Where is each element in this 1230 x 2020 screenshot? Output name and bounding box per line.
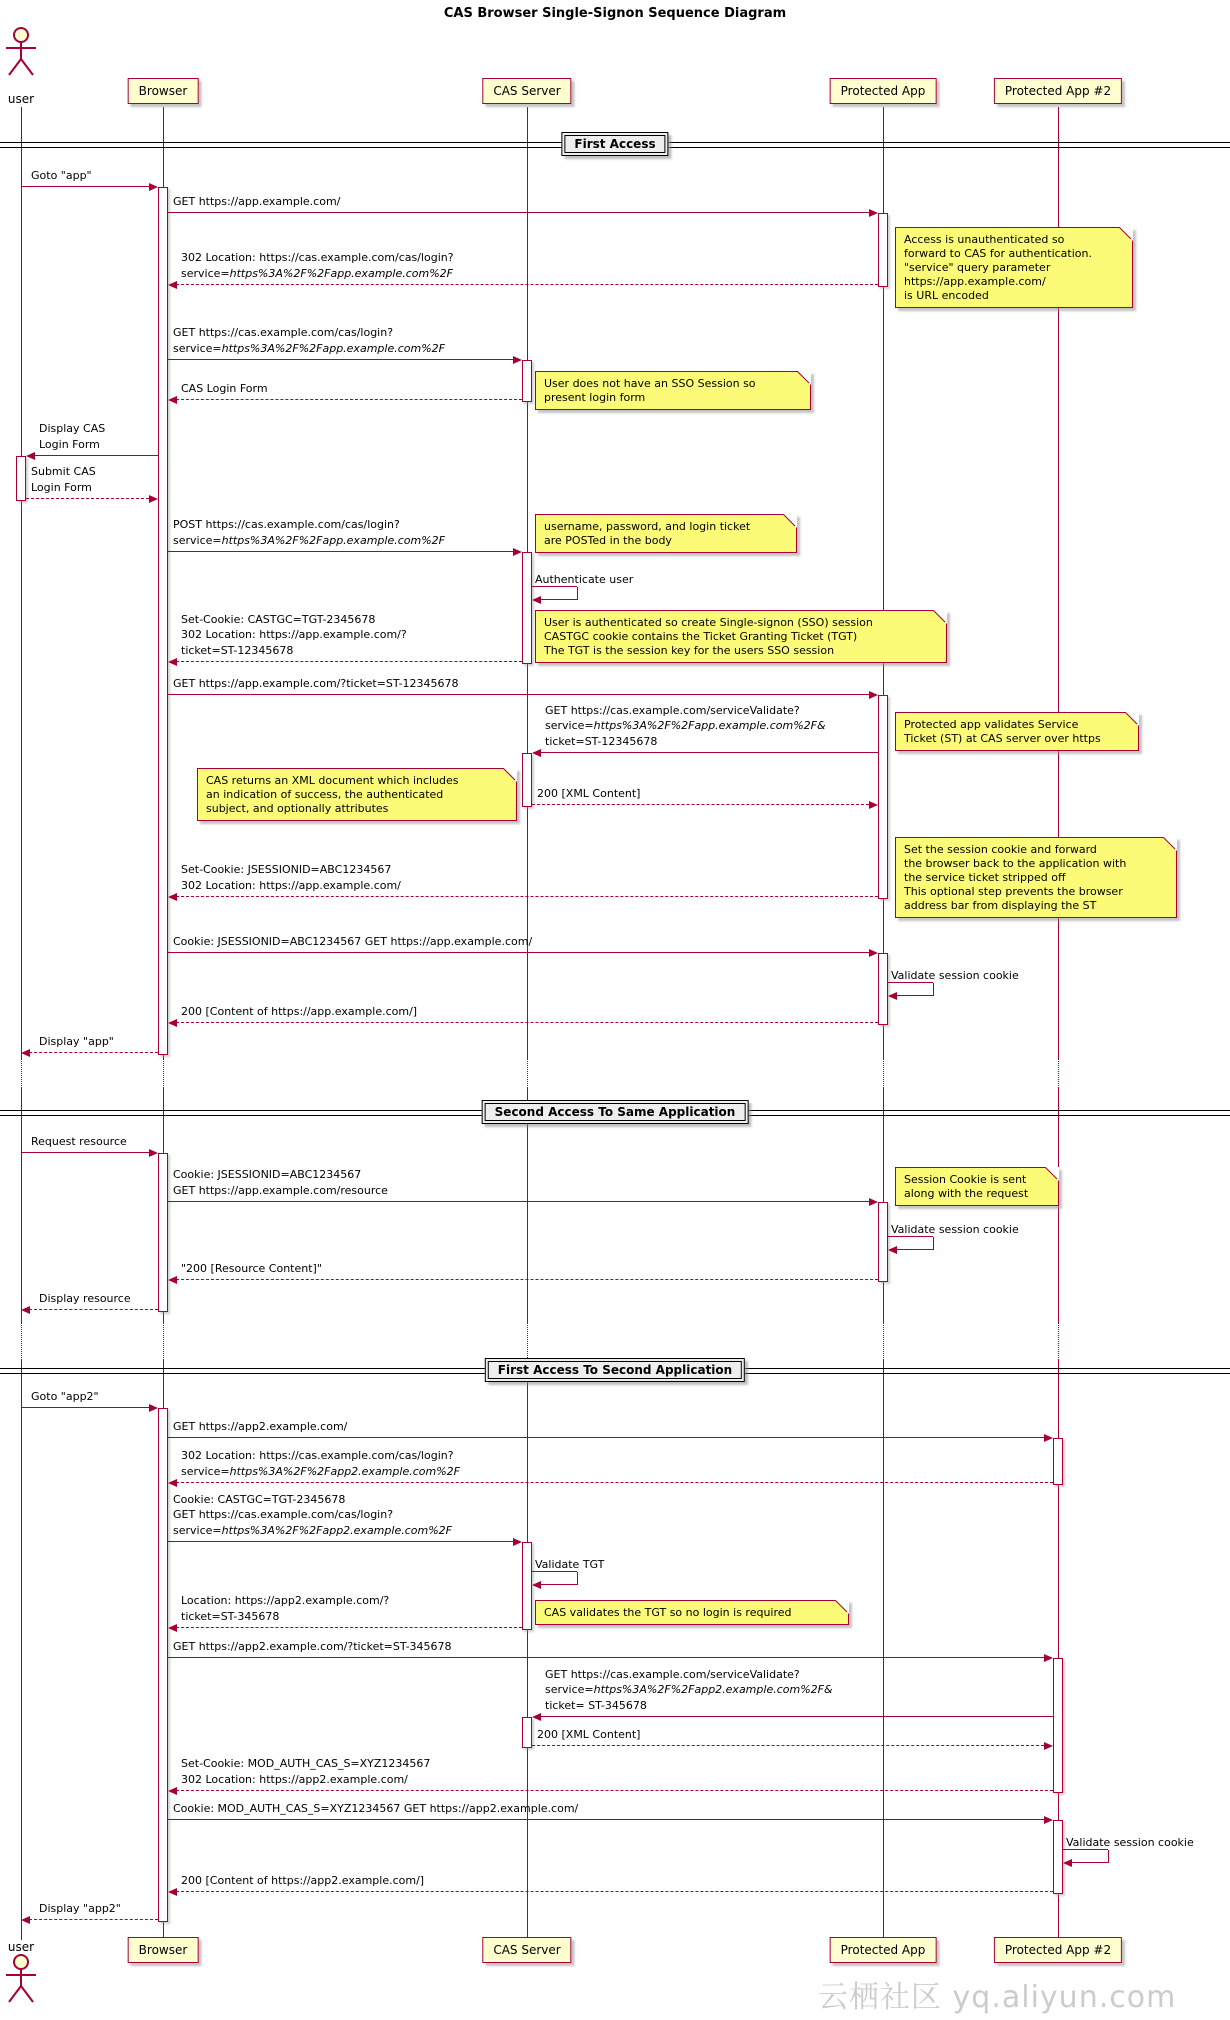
- message-line: [168, 551, 513, 552]
- message-label: Request resource: [31, 1134, 127, 1148]
- message-line: [29, 1919, 158, 1920]
- message-line: [176, 284, 878, 285]
- lifeline-cas: [527, 1322, 528, 1360]
- note: Access is unauthenticated so forward to CAS for authentication. "service" query parameter https://app.example.com/ is URL encoded: [895, 227, 1133, 308]
- note-fold-icon: [835, 1600, 849, 1618]
- message-line: [29, 1309, 158, 1310]
- message-label: Goto "app2": [31, 1389, 99, 1403]
- user-actor-icon: [2, 27, 40, 83]
- arrowhead: [532, 1713, 541, 1721]
- note: User does not have an SSO Session so present login form: [535, 371, 811, 410]
- lifeline-browser: [163, 1058, 164, 1088]
- message-label: Cookie: MOD_AUTH_CAS_S=XYZ1234567 GET https://app2.example.com/: [173, 1801, 579, 1815]
- activation-bar: [522, 360, 532, 402]
- message-label: Display "app2": [39, 1901, 121, 1915]
- arrowhead: [869, 209, 878, 217]
- lifeline-browser: [163, 1322, 164, 1360]
- note: CAS returns an XML document which includes an indication of success, the authenticated subject, and optionally attributes: [197, 768, 517, 821]
- activation-bar: [522, 1542, 532, 1630]
- message-label: Cookie: JSESSIONID=ABC1234567 GET https://app.example.com/: [173, 934, 533, 948]
- divider-label: First Access To Second Application: [485, 1358, 745, 1382]
- activation-bar: [522, 753, 532, 807]
- message-label: Authenticate user: [535, 573, 634, 586]
- arrowhead: [168, 281, 177, 289]
- note-fold-icon: [1125, 712, 1139, 730]
- participant-cas: CAS Server: [482, 78, 571, 104]
- participant-label-user: user: [7, 92, 35, 106]
- lifeline-cas: [527, 1360, 528, 1937]
- participant-pa2: Protected App #2: [994, 1937, 1122, 1963]
- message-label: CAS Login Form: [181, 381, 268, 395]
- divider-label: Second Access To Same Application: [482, 1100, 749, 1124]
- self-message-line: [541, 599, 577, 600]
- message-label: GET https://cas.example.com/serviceValidate? service=https%3A%2F%2Fapp2.example.com%2F& ticket= ST-345678: [545, 1667, 833, 1712]
- message-label: GET https://app2.example.com/?ticket=ST-345678: [173, 1639, 452, 1653]
- activation-bar: [158, 1153, 168, 1312]
- user-actor-icon: [2, 1954, 40, 2010]
- message-line: [168, 212, 869, 213]
- arrowhead: [168, 658, 177, 666]
- activation-bar: [1053, 1820, 1063, 1894]
- message-label: Display CAS Login Form: [39, 422, 106, 451]
- message-label: Cookie: JSESSIONID=ABC1234567 GET https://app.example.com/resource: [173, 1168, 388, 1197]
- message-line: [532, 804, 869, 805]
- self-message-line: [1072, 1862, 1108, 1863]
- message-label: GET https://app2.example.com/: [173, 1419, 348, 1433]
- message-line: [176, 1022, 878, 1023]
- message-label: Display "app": [39, 1034, 114, 1048]
- message-line: [176, 661, 522, 662]
- message-label: Set-Cookie: CASTGC=TGT-2345678 302 Location: https://app.example.com/? ticket=ST-12345678: [181, 612, 407, 657]
- message-line: [26, 498, 149, 499]
- message-line: [29, 1052, 158, 1053]
- message-label: GET https://cas.example.com/serviceValidate? service=https%3A%2F%2Fapp.example.com%2F& ticket=ST-12345678: [545, 703, 826, 748]
- message-label: 200 [Content of https://app.example.com/]: [181, 1004, 418, 1018]
- arrowhead: [888, 992, 897, 1000]
- note-fold-icon: [783, 514, 797, 532]
- arrowhead: [168, 1888, 177, 1896]
- message-line: [168, 1541, 513, 1542]
- participant-pa: Protected App: [830, 78, 937, 104]
- message-line: [168, 1437, 1044, 1438]
- note-fold-icon: [1119, 227, 1133, 245]
- note-fold-icon: [1163, 837, 1177, 855]
- arrowhead: [532, 749, 541, 757]
- arrowhead: [149, 1404, 158, 1412]
- arrowhead: [168, 396, 177, 404]
- message-line: [540, 752, 878, 753]
- self-message-line: [933, 983, 934, 996]
- note-fold-icon: [933, 610, 947, 628]
- participant-pa2: Protected App #2: [994, 78, 1122, 104]
- message-label: Display resource: [39, 1291, 131, 1305]
- activation-bar: [878, 213, 888, 287]
- arrowhead: [1063, 1859, 1072, 1867]
- note-fold-icon: [797, 371, 811, 389]
- message-label: Validate TGT: [535, 1558, 605, 1571]
- message-label: "200 [Resource Content]": [181, 1261, 322, 1275]
- message-line: [176, 399, 522, 400]
- message-line: [176, 1891, 1053, 1892]
- lifeline-cas: [527, 1058, 528, 1088]
- self-message-line: [577, 1572, 578, 1585]
- message-line: [176, 1627, 522, 1628]
- activation-bar: [522, 1717, 532, 1748]
- diagram-title: CAS Browser Single-Signon Sequence Diagram: [443, 6, 787, 21]
- arrowhead: [168, 1276, 177, 1284]
- note: username, password, and login ticket are POSTed in the body: [535, 514, 797, 553]
- message-line: [21, 1407, 149, 1408]
- lifeline-pa2: [1058, 1322, 1059, 1360]
- message-line: [176, 1790, 1053, 1791]
- note: User is authenticated so create Single-signon (SSO) session CASTGC cookie contains the Ticket Granting Ticket (TGT) The TGT is the session key for the users SSO session: [535, 610, 947, 663]
- arrowhead: [888, 1246, 897, 1254]
- message-line: [176, 1279, 878, 1280]
- self-message-line: [897, 995, 933, 996]
- message-line: [168, 952, 869, 953]
- lifeline-user: [21, 1360, 22, 1940]
- activation-bar: [158, 187, 168, 1055]
- message-line: [168, 694, 869, 695]
- activation-bar: [878, 1202, 888, 1282]
- message-line: [176, 896, 878, 897]
- message-label: POST https://cas.example.com/cas/login? service=https%3A%2F%2Fapp.example.com%2F: [173, 518, 445, 547]
- note-fold-icon: [503, 768, 517, 786]
- message-line: [34, 455, 158, 456]
- message-line: [532, 1745, 1044, 1746]
- arrowhead: [168, 893, 177, 901]
- arrowhead: [1044, 1434, 1053, 1442]
- arrowhead: [21, 1916, 30, 1924]
- lifeline-user: [21, 1058, 22, 1088]
- arrowhead: [149, 1149, 158, 1157]
- activation-bar: [1053, 1658, 1063, 1793]
- message-line: [168, 1201, 869, 1202]
- self-message-line: [1108, 1850, 1109, 1863]
- arrowhead: [513, 548, 522, 556]
- participant-label-user: user: [7, 1940, 35, 1954]
- arrowhead: [1044, 1654, 1053, 1662]
- arrowhead: [149, 183, 158, 191]
- participant-browser: Browser: [128, 1937, 199, 1963]
- arrowhead: [21, 1049, 30, 1057]
- note: Protected app validates Service Ticket (ST) at CAS server over https: [895, 712, 1139, 751]
- participant-browser: Browser: [128, 78, 199, 104]
- activation-bar: [1053, 1438, 1063, 1485]
- activation-bar: [522, 552, 532, 664]
- message-label: Submit CAS Login Form: [31, 465, 96, 494]
- activation-bar: [878, 695, 888, 899]
- message-line: [21, 186, 149, 187]
- message-label: Validate session cookie: [891, 969, 1019, 982]
- message-label: Validate session cookie: [1066, 1836, 1194, 1849]
- message-label: Cookie: CASTGC=TGT-2345678 GET https://cas.example.com/cas/login? service=https%3A%2F%2Fapp2.example.com%2F: [173, 1492, 452, 1537]
- watermark: 云栖社区 yq.aliyun.com: [818, 1980, 1177, 2015]
- message-line: [21, 1152, 149, 1153]
- message-line: [168, 1657, 1044, 1658]
- arrowhead: [168, 1019, 177, 1027]
- note-fold-icon: [1045, 1167, 1059, 1185]
- message-line: [176, 1482, 1053, 1483]
- arrowhead: [168, 1787, 177, 1795]
- arrowhead: [168, 1624, 177, 1632]
- arrowhead: [869, 801, 878, 809]
- note: CAS validates the TGT so no login is required: [535, 1600, 849, 1625]
- arrowhead: [869, 949, 878, 957]
- lifeline-user: [21, 1322, 22, 1360]
- message-line: [168, 1819, 1044, 1820]
- divider-label: First Access: [561, 132, 668, 156]
- self-message-line: [933, 1237, 934, 1250]
- note: Set the session cookie and forward the browser back to the application with the service ticket stripped off This optional step prevents the browser address bar from displaying the ST: [895, 837, 1177, 918]
- arrowhead: [869, 1198, 878, 1206]
- activation-bar: [158, 1408, 168, 1922]
- arrowhead: [168, 1479, 177, 1487]
- self-message-line: [541, 1584, 577, 1585]
- message-label: 302 Location: https://cas.example.com/cas/login? service=https%3A%2F%2Fapp.example.com%2F: [181, 251, 454, 280]
- arrowhead: [21, 1306, 30, 1314]
- message-label: 302 Location: https://cas.example.com/cas/login? service=https%3A%2F%2Fapp2.example.com%2F: [181, 1449, 460, 1478]
- activation-bar: [16, 456, 26, 501]
- arrowhead: [513, 356, 522, 364]
- message-label: GET https://app.example.com/: [173, 194, 341, 208]
- arrowhead: [869, 691, 878, 699]
- message-label: GET https://cas.example.com/cas/login? service=https%3A%2F%2Fapp.example.com%2F: [173, 326, 445, 355]
- message-line: [168, 359, 513, 360]
- lifeline-pa2: [1058, 1058, 1059, 1088]
- arrowhead: [532, 1581, 541, 1589]
- lifeline-user: [21, 1088, 22, 1322]
- lifeline-pa: [883, 1058, 884, 1088]
- activation-bar: [878, 953, 888, 1025]
- message-label: 200 [XML Content]: [537, 1727, 641, 1741]
- message-label: Validate session cookie: [891, 1223, 1019, 1236]
- arrowhead: [149, 495, 158, 503]
- lifeline-pa: [883, 1360, 884, 1937]
- self-message-line: [577, 587, 578, 600]
- message-line: [540, 1716, 1053, 1717]
- lifeline-user: [21, 107, 22, 1058]
- arrowhead: [1044, 1742, 1053, 1750]
- message-label: Set-Cookie: MOD_AUTH_CAS_S=XYZ1234567 302 Location: https://app2.example.com/: [181, 1757, 431, 1786]
- lifeline-pa: [883, 1322, 884, 1360]
- message-label: 200 [XML Content]: [537, 786, 641, 800]
- message-label: Set-Cookie: JSESSIONID=ABC1234567 302 Location: https://app.example.com/: [181, 863, 401, 892]
- self-message-line: [897, 1249, 933, 1250]
- participant-cas: CAS Server: [482, 1937, 571, 1963]
- arrowhead: [1044, 1816, 1053, 1824]
- arrowhead: [532, 596, 541, 604]
- message-label: GET https://app.example.com/?ticket=ST-12345678: [173, 676, 459, 690]
- message-label: Location: https://app2.example.com/? ticket=ST-345678: [181, 1594, 390, 1623]
- participant-pa: Protected App: [830, 1937, 937, 1963]
- arrowhead: [26, 452, 35, 460]
- note: Session Cookie is sent along with the request: [895, 1167, 1059, 1206]
- message-label: 200 [Content of https://app2.example.com/]: [181, 1873, 425, 1887]
- arrowhead: [513, 1538, 522, 1546]
- message-label: Goto "app": [31, 168, 92, 182]
